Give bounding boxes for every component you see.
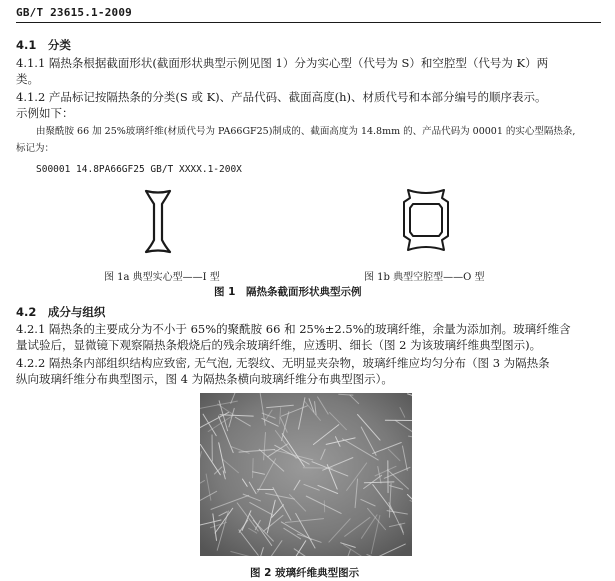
clause-4-2-2-line2: 纵向玻璃纤维分布典型图示，图 4 为隔热条横向玻璃纤维分布典型图示）。 (16, 372, 393, 386)
header-rule (16, 22, 601, 23)
figure-2-caption: 图 2 玻璃纤维典型图示 (250, 567, 360, 579)
section-4-2-heading: 4.2 成分与组织 (16, 305, 106, 319)
example-line2: 标记为： (16, 143, 55, 154)
fig1b-label: 图 1b 典型空腔型——O 型 (364, 272, 485, 283)
example-line1: 由聚酰胺 66 加 25%玻璃纤维(材质代号为 PA66GF25)制成的、截面高度为 14.8mm 的、产品代码为 00001 的实心型隔热条, (36, 126, 576, 137)
clause-4-2-1-line2: 量试验后，显微镜下观察隔热条煅烧后的残余玻璃纤维，应透明、细长（图 2 为该玻璃纤维典型图示)。 (16, 338, 542, 352)
clause-4-1-2-line1: 4.1.2 产品标记按隔热条的分类(S 或 K)、产品代码、截面高度(h)、材质代号和本部分编号的顺序表示。 (16, 90, 547, 104)
figure-1-caption: 图 1 隔热条截面形状典型示例 (214, 286, 362, 298)
marking-example: S00001 14.8PA66GF25 GB/T XXXX.1-200X (36, 164, 242, 175)
fig1a-label: 图 1a 典型实心型——I 型 (104, 272, 220, 283)
section-4-1-heading: 4.1 分类 (16, 38, 71, 52)
hollow-profile-figure (396, 186, 456, 254)
clause-4-2-1-line1: 4.2.1 隔热条的主要成分为不小于 65%的聚酰胺 66 和 25%±2.5%的玻璃纤维，余量为添加剂。玻璃纤维含 (16, 322, 571, 336)
solid-profile-figure (138, 188, 178, 258)
clause-4-1-1-line1: 4.1.1 隔热条根据截面形状(截面形状典型示例见图 1）分为实心型（代号为 S）和空腔型（代号为 K）两 (16, 56, 549, 70)
clause-4-1-1-line2: 类。 (16, 72, 39, 86)
glass-fiber-micrograph (200, 393, 412, 556)
standard-code: GB/T 23615.1-2009 (16, 6, 132, 19)
clause-4-2-2-line1: 4.2.2 隔热条内部组织结构应致密, 无气泡, 无裂纹、无明显夹杂物，玻璃纤维应均匀分布（图 3 为隔热条 (16, 356, 550, 370)
clause-4-1-2-line2: 示例如下： (16, 106, 74, 120)
glass-fiber-strand (253, 459, 254, 478)
